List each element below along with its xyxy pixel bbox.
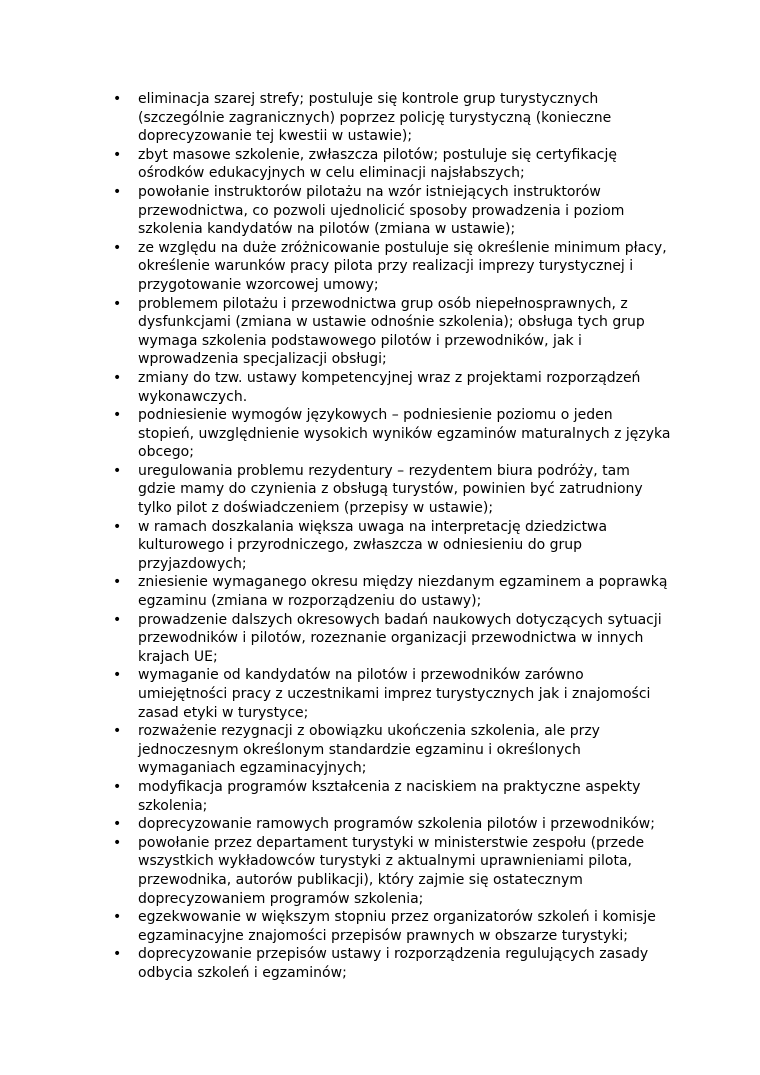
bullet-icon: • [113,778,122,795]
list-item [111,146,671,183]
bullet-icon: • [113,183,122,200]
list-item-text: podniesienie wymogów językowych – podniesienie poziomu o jeden stopień, uwzględnienie wysokich wyników egzaminów maturalnych z języka obcego; [138,407,671,461]
list-item-text: ze względu na duże zróżnicowanie postuluje się określenie minimum płacy, określenie warunków pracy pilota przy realizacji imprezy turystycznej i przygotowanie wzorcowej umowy; [138,239,667,293]
list-item-text: w ramach doszkalania większa uwaga na interpretację dziedzictwa kulturowego i przyrodniczego, zwłaszcza w odniesieniu do grup przyjazdowych; [138,518,608,572]
list-item-text: powołanie przez departament turystyki w ministerstwie zespołu (przede wszystkich wykładowców turystyki z aktualnymi uprawnieniami pilota, przewodnika, autorów publikacji), który zajmie się ostatecznym doprecyzowaniem programów szkolenia; [138,834,645,907]
list-item-text: zniesienie wymaganego okresu między niezdanym egzaminem a poprawką egzaminu (zmiana w rozporządzeniu do ustawy); [138,574,668,610]
list-item [111,611,671,667]
bullet-icon: • [113,462,122,479]
bullet-icon: • [113,369,122,386]
list-item [111,369,671,406]
list-item-text: zmiany do tzw. ustawy kompetencyjnej wraz z projektami rozporządzeń wykonawczych. [138,369,641,405]
bullet-icon: • [113,91,122,107]
bullet-icon: • [113,667,122,684]
list-item [111,239,671,295]
list-item-text: egzekwowanie w większym stopniu przez organizatorów szkoleń i komisje egzaminacyjne znajomości przepisów prawnych w obszarze turystyki; [138,909,656,944]
list-item [111,722,671,778]
list-item-text: powołanie instruktorów pilotażu na wzór istniejących instruktorów przewodnictwa, co pozwoli ujednolicić sposoby prowadzenia i poziom szkolenia kandydatów na pilotów (zmiana w ustawie); [138,183,625,238]
list-item-text: prowadzenie dalszych okresowych badań naukowych dotyczących sytuacji przewodników i pilotów, rozeznanie organizacji przewodnictwa w innych krajach UE; [138,611,662,665]
bullet-icon: • [113,816,122,833]
list-item-text: uregulowania problemu rezydentury – rezydentem biura podróży, tam gdzie mamy do czynienia z obsługą turystów, powinien być zatrudniony tylko pilot z doświadczeniem (przepisy w ustawie); [138,462,643,517]
list-item [111,815,671,834]
list-item-text: eliminacja szarej strefy; postuluje się kontrole grup turystycznych (szczególnie zagranicznych) poprzez policję turystyczną (konieczne doprecyzowanie tej kwestii w ustawie); [138,91,612,145]
list-item [111,90,671,146]
bullet-icon: • [113,518,122,535]
list-item [111,518,671,574]
list-item [111,945,671,982]
list-item [111,406,671,462]
bullet-icon: • [113,946,122,963]
list-item-text: rozważenie rezygnacji z obowiązku ukończenia szkolenia, ale przy jednoczesnym określonym standardzie egzaminu i określonych wymaganiach egzaminacyjnych; [138,723,600,777]
list-item [111,666,671,722]
list-item [111,462,671,518]
bullet-icon: • [113,611,122,628]
bullet-icon: • [113,407,122,424]
list-item [111,908,671,945]
list-item [111,573,671,610]
bullet-icon: • [113,295,122,312]
bullet-list [111,90,671,983]
bullet-icon: • [113,723,122,740]
list-item-text: doprecyzowanie przepisów ustawy i rozporządzenia regulujących zasady odbycia szkoleń i egzaminów; [138,946,649,981]
bullet-icon: • [113,909,122,926]
bullet-icon: • [113,146,122,163]
bullet-icon: • [113,834,122,851]
bullet-icon: • [113,239,122,256]
list-item-text: doprecyzowanie ramowych programów szkolenia pilotów i przewodników; [138,816,655,833]
list-item-text: wymaganie od kandydatów na pilotów i przewodników zarówno umiejętności pracy z uczestnikami imprez turystycznych jak i znajomości zasad etyki w turystyce; [138,667,651,721]
list-item-text: zbyt masowe szkolenie, zwłaszcza pilotów; postuluje się certyfikację ośrodków edukacyjnych w celu eliminacji najsłabszych; [138,146,617,182]
bullet-icon: • [113,574,122,591]
list-item [111,834,671,908]
list-item [111,778,671,815]
list-item-text: problemem pilotażu i przewodnictwa grup osób niepełnosprawnych, z dysfunkcjami (zmiana w ustawie odnośnie szkolenia); obsługa tych grup wymaga szkolenia podstawowego pilotów i przewodników, jak i wprowadzenia specjalizacji obsługi; [138,295,645,368]
list-item-text: modyfikacja programów kształcenia z naciskiem na praktyczne aspekty szkolenia; [138,778,641,814]
list-item [111,183,671,239]
list-item [111,295,671,369]
